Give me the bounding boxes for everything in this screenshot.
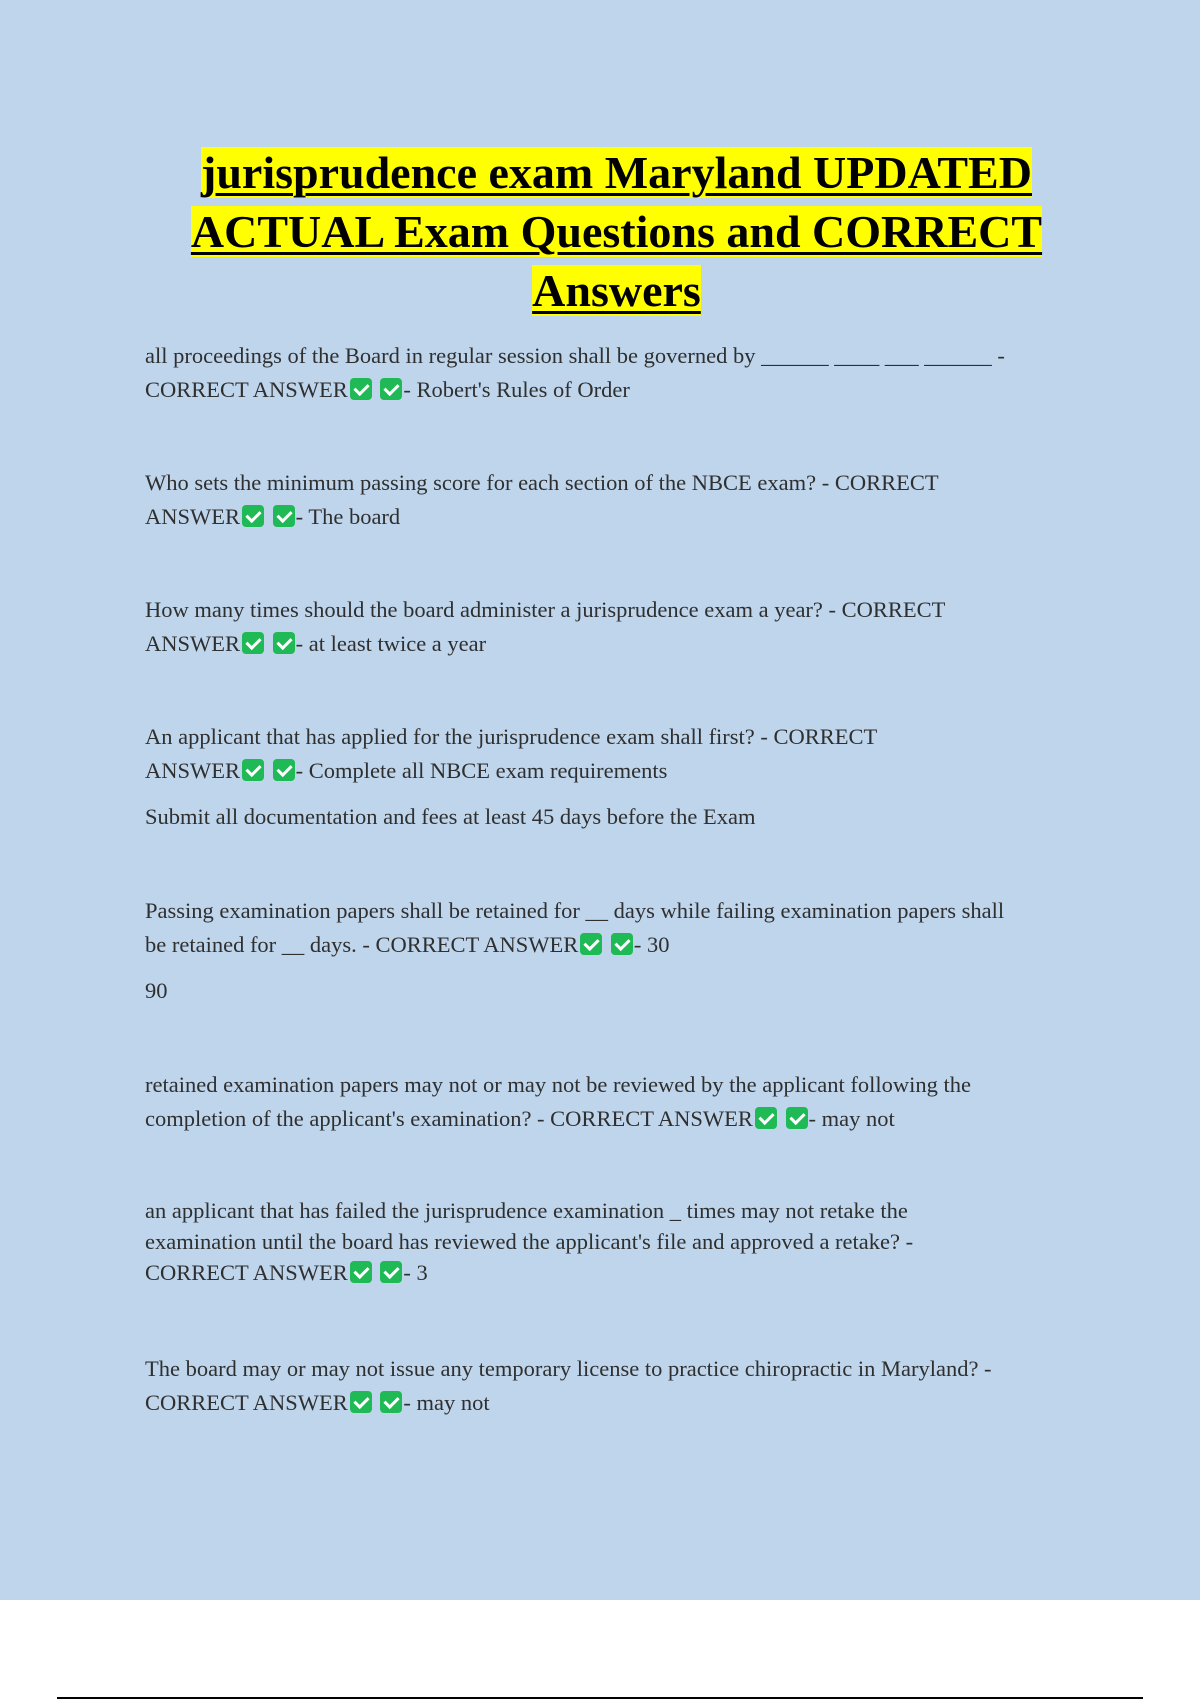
- check-mark-button-icon: [273, 632, 295, 654]
- answer-text: - Robert's Rules of Order: [403, 377, 630, 402]
- answer-line: [145, 1386, 1075, 1420]
- answer-text: - The board: [295, 504, 401, 529]
- qa-item: [145, 1195, 1075, 1288]
- qa-item: [145, 339, 1075, 407]
- qa-item: [145, 1352, 1075, 1420]
- check-mark-button-icon: [611, 933, 633, 955]
- answer-continuation: Submit all documentation and fees at least 45 days before the Exam: [145, 804, 756, 829]
- answer-text: - may not: [808, 1106, 895, 1131]
- qa-item: [145, 720, 1075, 834]
- qa-item: [145, 894, 1075, 1008]
- check-mark-button-icon: [273, 759, 295, 781]
- qa-item: [145, 1068, 1075, 1136]
- answer-line: [145, 373, 1075, 407]
- question-tail: be retained for __ days. - CORRECT ANSWER: [145, 932, 579, 957]
- answer-line: [145, 1102, 1075, 1136]
- question-line: an applicant that has failed the jurisprudence examination _ times may not retake the: [145, 1198, 908, 1223]
- check-mark-button-icon: [350, 378, 372, 400]
- question-tail: ANSWER: [145, 504, 240, 529]
- answer-line: [145, 627, 1075, 661]
- question-line: The board may or may not issue any temporary license to practice chiropractic in Maryland? -: [145, 1356, 992, 1381]
- question-tail: CORRECT ANSWER: [145, 1390, 348, 1415]
- answer-text: - 30: [633, 932, 670, 957]
- answer-text: - 3: [403, 1260, 428, 1285]
- title-line-2: ACTUAL Exam Questions and CORRECT: [190, 206, 1043, 257]
- check-mark-button-icon: [755, 1107, 777, 1129]
- question-line: Who sets the minimum passing score for each section of the NBCE exam? - CORRECT: [145, 470, 939, 495]
- qa-item: [145, 593, 1075, 661]
- answer-continuation: 90: [145, 978, 168, 1003]
- title-line-1: jurisprudence exam Maryland UPDATED: [201, 147, 1032, 198]
- question-tail: completion of the applicant's examination? - CORRECT ANSWER: [145, 1106, 753, 1131]
- document-title: [140, 143, 1093, 320]
- check-mark-button-icon: [350, 1261, 372, 1283]
- title-line-3: Answers: [532, 265, 701, 316]
- footer-divider: [57, 1697, 1143, 1699]
- qa-item: [145, 466, 1075, 534]
- question-tail: ANSWER: [145, 758, 240, 783]
- answer-text: - Complete all NBCE exam requirements: [295, 758, 668, 783]
- question-line: all proceedings of the Board in regular session shall be governed by ______ ____ ___ ______ -: [145, 343, 1005, 368]
- question-line: retained examination papers may not or may not be reviewed by the applicant following the: [145, 1072, 971, 1097]
- question-tail: ANSWER: [145, 631, 240, 656]
- answer-line: [145, 928, 1075, 962]
- question-line: An applicant that has applied for the jurisprudence exam shall first? - CORRECT: [145, 724, 878, 749]
- question-line: How many times should the board administer a jurisprudence exam a year? - CORRECT: [145, 597, 946, 622]
- check-mark-button-icon: [350, 1391, 372, 1413]
- check-mark-button-icon: [242, 759, 264, 781]
- answer-text: - may not: [403, 1390, 490, 1415]
- question-tail: CORRECT ANSWER: [145, 1260, 348, 1285]
- check-mark-button-icon: [242, 632, 264, 654]
- check-mark-button-icon: [380, 1261, 402, 1283]
- answer-line: [145, 1257, 1075, 1288]
- question-line: Passing examination papers shall be retained for __ days while failing examination papers shall: [145, 898, 1005, 923]
- question-line: examination until the board has reviewed the applicant's file and approved a retake? -: [145, 1229, 914, 1254]
- check-mark-button-icon: [273, 505, 295, 527]
- answer-line: [145, 754, 1075, 788]
- correct-answer-label: CORRECT ANSWER: [145, 377, 348, 402]
- answer-text: - at least twice a year: [295, 631, 487, 656]
- check-mark-button-icon: [580, 933, 602, 955]
- check-mark-button-icon: [786, 1107, 808, 1129]
- check-mark-button-icon: [380, 378, 402, 400]
- check-mark-button-icon: [380, 1391, 402, 1413]
- check-mark-button-icon: [242, 505, 264, 527]
- answer-line: [145, 500, 1075, 534]
